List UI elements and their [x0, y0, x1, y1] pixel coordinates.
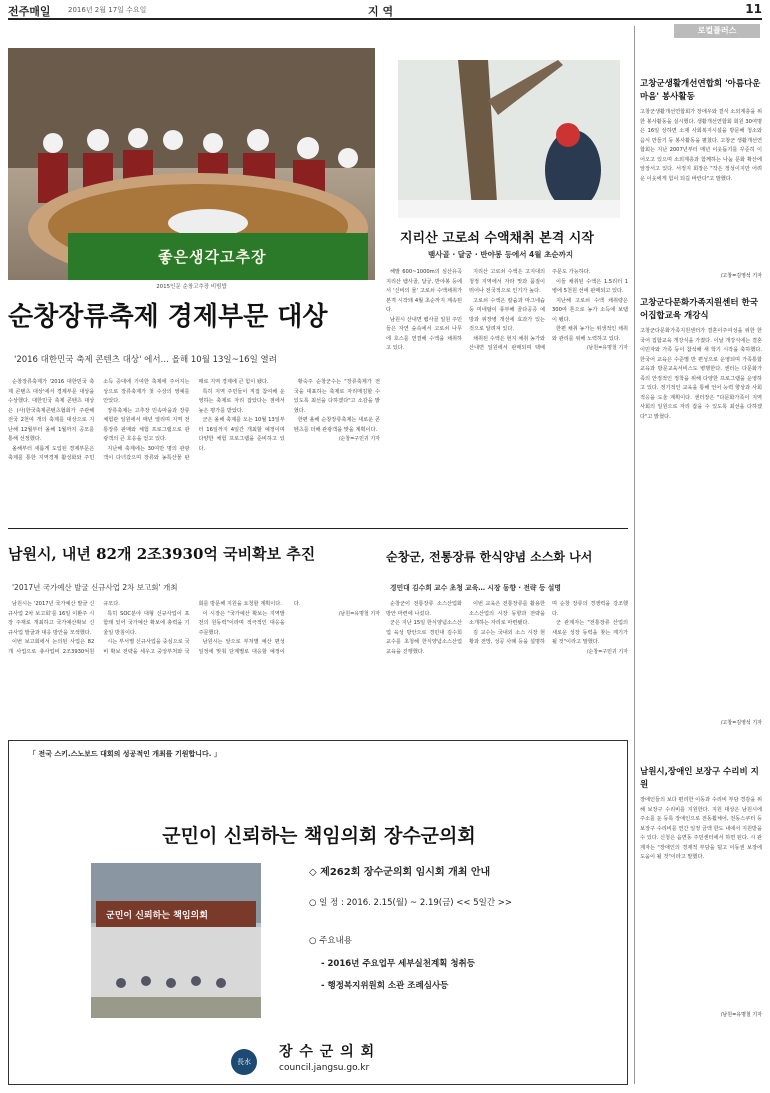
paragraph: 남원시는 앞으로 부처별 예산 편성 일정에 맞춰 단계별로 대응할 예정이다. [198, 601, 301, 655]
paragraph: 지난해 고로쇠 수액 채취량은 300여 톤으로 농가 소득에 보탬이 됐다. [552, 297, 628, 323]
byline: /남원=유명철 기자 [338, 610, 380, 617]
paragraph: 특히 지역 주민들이 직접 참여해 운영하는 축제로 자리 잡았다는 점에서 높은 평가를 받았다. [198, 388, 285, 414]
paragraph: 순창군이 전통장류 소스산업화 방안 마련에 나섰다. [386, 601, 462, 617]
paragraph: 남원시는 '2017년 국가예산 발굴 신규사업 2차 보고회'를 16일 이환주 시장 주재로 개최하고 국가예산확보 신규사업 발굴과 대응 방안을 모색했다. [8, 601, 95, 636]
sidebar-divider [634, 26, 635, 1084]
festival-photo-caption: 2015인문 순창고추장 비빔밥 [156, 284, 227, 290]
ad-schedule: ○ 일 정 : 2016. 2.15(월) ~ 2.19(금) << 5일간 >> [309, 898, 513, 908]
byline: /고창=김영석 기자 [720, 720, 762, 726]
gorosoe-subheadline: 뱀사골 · 달궁 · 반야봉 등에서 4월 초순까지 [428, 250, 574, 259]
news-1-title: 고창군생활개선연합회 '아름다운 마음' 봉사활동 [640, 79, 761, 102]
paragraph: 군은 올해 축제를 오는 10월 13일부터 16일까지 4일간 개최할 예정이며 다양한 체험 프로그램을 준비하고 있다. [198, 417, 285, 452]
paragraph: 순창장류축제가 '2016 대한민국 축제 콘텐츠 대상'에서 경제부문 대상을 수상했다. 대한민국 축제 콘텐츠 대상은 (사)한국축제콘텐츠협회가 주관해 전국 2천여 개의 축제를 대상으로 지난해 12월부터 올해 1월까지 공모를 통해 선정했다. [8, 379, 95, 442]
news-1-body: 고창군생활개선연합회가 장애우와 결식 소외계층을 위한 봉사활동을 실시했다. 생활개선연합회 회원 30여명은 16일 상하면 소재 사회복지시설을 방문해 청소와 음식 만들기 등 봉사활동을 펼쳤다. 고창군 생활개선연합회는 지난 2007년부터 매년 이웃돕기를 꾸준히 이어오고 있으며 소외계층과 함께하는 나눔 문화 확산에 앞장서고 있다. 서정지 회장은 "작은 정성이지만 어려운 이웃에게 힘이 되길 바란다"고 말했다. [640, 109, 762, 182]
budget-article-body [8, 600, 380, 725]
ad-top-line: 「 전국 스키.스노보드 대회의 성공적인 개최를 기원합니다. 」 [29, 750, 221, 758]
byline: /남원=유명철 기자 [720, 1012, 762, 1018]
gorosoe-headline: 지리산 고로쇠 수액채취 본격 시작 [400, 231, 594, 246]
paragraph: 남원시 산내면 뱀사골 일원 주민들은 자연 숲속에서 고로쇠 나무에 호스를 연결해 수액을 채취하고 있다. [386, 316, 462, 351]
news-3-title: 남원시,장애인 보장구 수리비 지원 [640, 767, 759, 790]
ad-notice: ◇ 제262회 장수군의회 임시회 개최 안내 [309, 867, 491, 878]
council-building-photo [91, 863, 261, 1018]
festival-article-body [8, 378, 380, 523]
building-sign: 군민이 신뢰하는 책임의회 [106, 911, 208, 921]
issue-date: 2016년 2월 17일 수요일 [68, 6, 147, 14]
seal-text: 長水 [237, 1058, 251, 1066]
budget-subheadline: '2017년 국가예산 발굴 신규사업 2차 보고회' 개최 [12, 583, 178, 592]
ad-main-heading: ○ 주요내용 [309, 936, 352, 946]
sidebar-tag: 로컬플러스 [674, 24, 760, 38]
sauce-subheadline: 경민대 김수희 교수 초청 교육… 시장 동향 · 전략 등 설명 [390, 584, 561, 592]
sauce-article-body [386, 600, 628, 725]
divider [8, 528, 628, 529]
paragraph: 이번 보고회에서 논의된 사업은 82개 사업으로 총사업비 2조3930억원 규모다. [8, 601, 120, 655]
paragraph: 황숙주 순창군수는 "장류축제가 전국을 대표하는 축제로 자리매김할 수 있도록 최선을 다하겠다"고 소감을 밝혔다. [293, 379, 380, 414]
news-2-body: 고창군다문화가족지원센터가 결혼이주여성을 위한 한국어 집합교육 개강식을 가졌다. 이날 개강식에는 결혼이민자와 가족 등이 참석해 새 학기 시작을 축하했다. 한국어 교육은 수준별 반 편성으로 운영되며 가족통합교육과 방문교육서비스도 병행한다. 센터는 다문화가족의 안정적인 정착을 위해 다양한 프로그램을 운영하고 있다. 정기적인 교육을 통해 언어 능력 향상과 사회 적응을 도울 계획이다. 센터장은 "다문화가족이 지역사회의 일원으로 자리 잡을 수 있도록 최선을 다하겠다"고 밝혔다. [640, 328, 762, 420]
paragraph: 이번 교육은 전통장류를 활용한 소스산업의 시장 동향과 전략을 소개하는 자리로 마련됐다. [469, 601, 545, 626]
byline: /순창=구민귀 기자 [586, 648, 628, 655]
council-seal-icon [231, 1049, 257, 1075]
section-title: 지 역 [368, 5, 394, 18]
ad-item-2: - 행정복지위원회 소관 조례심사등 [321, 981, 449, 991]
ad-council-url[interactable]: council.jangsu.go.kr [279, 1063, 370, 1073]
budget-headline: 남원시, 내년 82개 2조3930억 국비확보 추진 [8, 545, 316, 563]
paragraph: 시는 부서별 신규사업을 중심으로 국비 확보 전략을 세우고 중앙부처와 국회를 방문해 지원을 요청할 계획이다. [103, 601, 282, 655]
paragraph: 지난해 축제에는 30여만 명의 관광객이 다녀갔으며 장류와 농특산물 판매로 지역 경제에 큰 힘이 됐다. [103, 379, 269, 461]
ad-item-1: - 2016년 주요업무 세부실천계획 청취등 [321, 959, 475, 969]
paragraph: 고로쇠 수액은 칼슘과 마그네슘 등 미네랄이 풍부해 골다공증 예방과 위장병 개선에 효과가 있는 것으로 알려져 있다. [469, 297, 545, 332]
paragraph: 이들 채취된 수액은 1.5리터 1병에 5천원 선에 판매되고 있다. [552, 278, 628, 294]
paragraph: 올해부터 새롭게 도입된 경제부문은 축제를 통한 지역경제 활성화와 주민소득 증대에 기여한 축제에 주어지는 상으로 장류축제가 첫 수상의 영예를 안았다. [8, 379, 190, 461]
festival-subheadline: '2016 대한민국 축제 콘텐츠 대상' 에서… 올해 10월 13일~16일 열려 [14, 355, 277, 365]
paragraph: 한편 올해 순창장류축제는 새로운 콘텐츠를 더해 관광객을 맞을 계획이다. [293, 417, 380, 433]
paragraph: 한편 채취 농가는 위생적인 채취와 관리를 위해 노력하고 있다. [552, 326, 628, 342]
paragraph: 해발 600~1000m의 심산유곡 지리산 뱀사골, 달궁, 반야봉 등에서 '신비의 물' 고로쇠 수액채취가 본격 시작돼 4월 초순까지 계속된다. [386, 269, 462, 313]
council-ad [8, 740, 628, 1085]
gorosoe-article-body [386, 268, 628, 523]
page-header [8, 0, 762, 20]
paragraph: 군 관계자는 "전통장류 산업의 새로운 성장 동력을 찾는 계기가 될 것"이라고 말했다. [552, 620, 628, 645]
byline: /고창=김영석 기자 [720, 273, 762, 279]
byline: /순창=구민귀 기자 [338, 436, 380, 442]
sidebar [640, 24, 762, 1084]
paragraph: 이 시장은 "국가예산 확보는 지역발전의 원동력"이라며 적극적인 대응을 주문했다. [198, 610, 285, 636]
sauce-headline: 순창군, 전통장류 한식양념 소스화 나서 [386, 550, 593, 564]
festival-photo [8, 48, 375, 280]
ad-council-name: 장 수 군 의 회 [279, 1044, 376, 1060]
council-building-art [91, 863, 261, 1018]
paragraph: 군은 지난 15일 한식양념소스산업 육성 방안으로 경민대 김수희 교수를 초청해 한식양념소스산업 교육을 진행했다. [386, 620, 462, 655]
news-3-body: 장애인들의 보다 편리한 이동과 수리비 부담 경감을 위해 보장구 수리비를 지원한다. 지원 대상은 남원시에 주소를 둔 등록 장애인으로 전동휠체어, 전동스쿠터 등 보장구 수리비를 연간 일정 금액 한도 내에서 지원받을 수 있다. 신청은 읍면동 주민센터에서 하면 된다. 시 관계자는 "장애인의 경제적 부담을 덜고 이동권 보장에 도움이 될 것"이라고 말했다. [640, 797, 762, 860]
paragraph: 지리산 고로쇠 수액은 고지대의 청정 지역에서 자라 맛과 품질이 뛰어나 전국적으로 인기가 높다. [469, 269, 545, 294]
page-number: 11 [745, 2, 762, 16]
ad-title: 군민이 신뢰하는 책임의회 장수군의회 [162, 825, 476, 847]
newspaper-name: 전주매일 [8, 5, 51, 18]
paragraph: 특히 SOC분야 대형 신규사업이 포함돼 있어 국가예산 확보에 총력을 기울일 방침이다. [103, 610, 190, 636]
paragraph: 채취된 수액은 현지 채취 농가와 산내면 일원에서 판매되며 택배 주문도 가능하다. [469, 269, 591, 351]
festival-headline: 순창장류축제 경제부문 대상 [8, 302, 328, 332]
gorosoe-photo-art [398, 60, 620, 218]
news-2-title: 고창군다문화가족지원센터 한국어집합교육 개강식 [640, 298, 758, 321]
gorosoe-photo [398, 60, 620, 218]
byline: /남원=유명철 기자 [586, 345, 628, 351]
festival-banner: 좋은생각고추장 [158, 248, 267, 266]
paragraph: 장류축제는 고추장 민속마을과 장류체험관 일원에서 매년 열리며 지역 전통장류 판매와 체험 프로그램으로 관광객의 큰 호응을 얻고 있다. [103, 407, 190, 442]
paragraph: 김 교수는 국내외 소스 시장 현황과 전망, 성공 사례 등을 설명하며 순창 장류의 경쟁력을 강조했다. [469, 601, 628, 645]
